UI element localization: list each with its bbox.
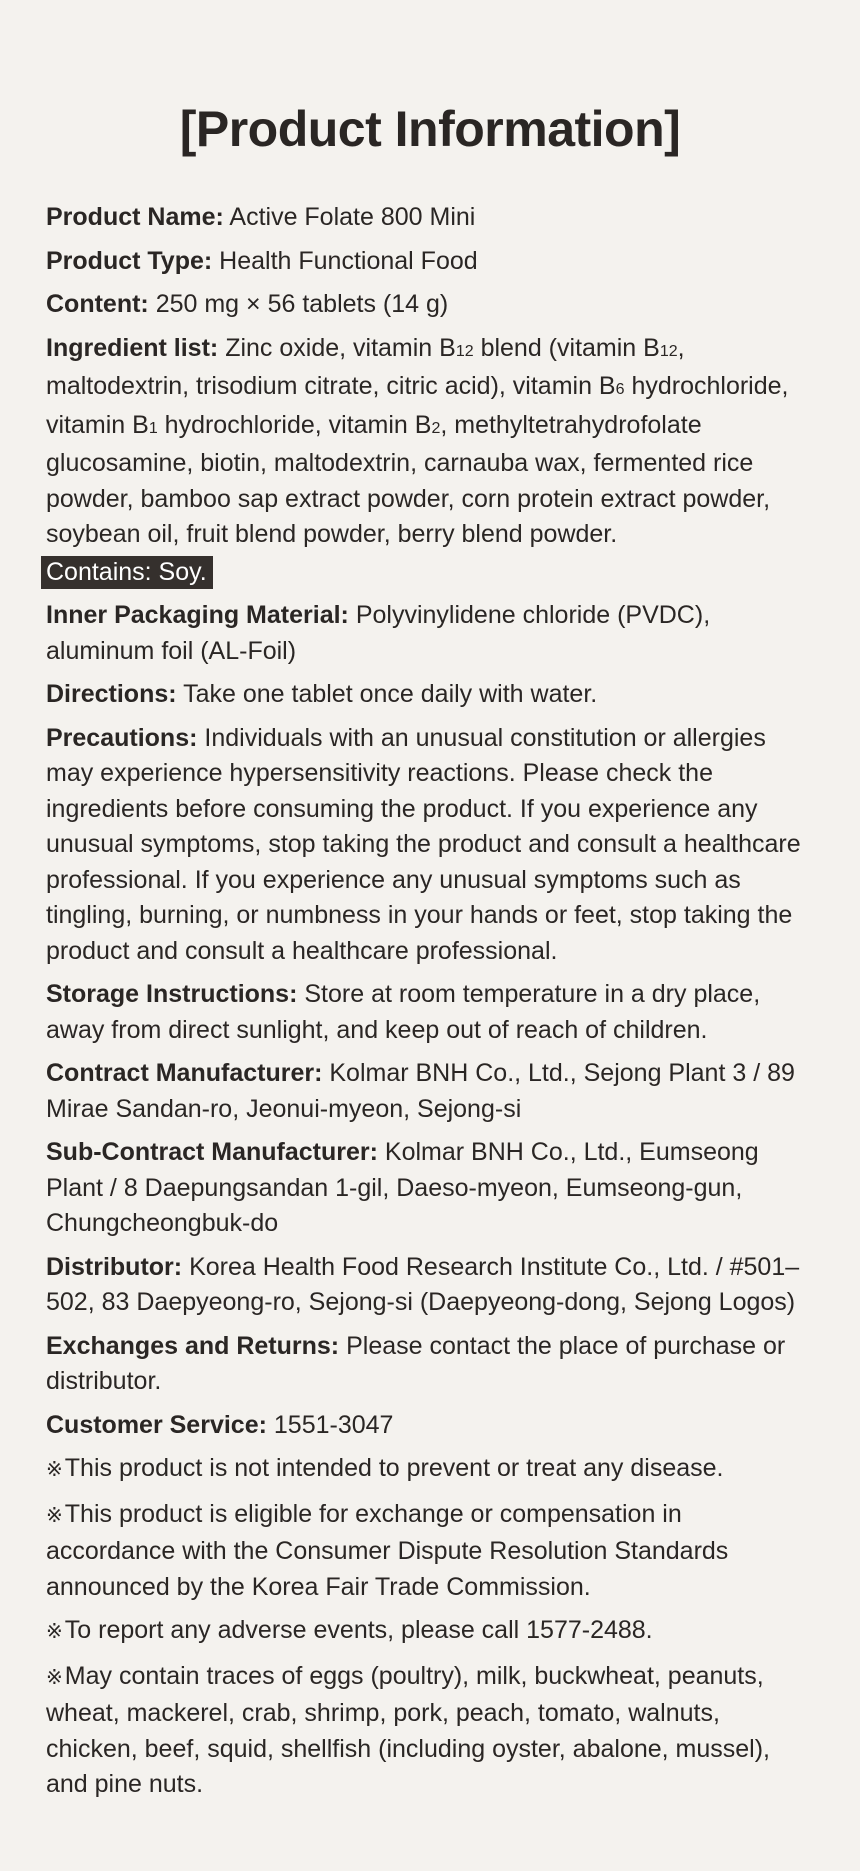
packaging-value: Polyvinylidene chloride (PVDC), aluminum foil (AL-Foil) [46,601,711,665]
ingredient-text: Zinc oxide, vitamin B [225,333,456,362]
content-label: Content: [46,290,149,318]
sub-contract-manufacturer-label: Sub-Contract Manufacturer: [46,1138,378,1166]
page-title: [Product Information] [179,101,681,157]
directions-value: Take one tablet once daily with water. [183,680,598,708]
ingredient-text: hydrochloride, vitamin B [46,372,789,439]
ingredient-text: hydrochloride, vitamin B [157,410,432,439]
allergen-highlight: Contains: Soy. [41,556,213,589]
vitamin-subscript: 1 [148,419,158,437]
reference-mark-icon: ※ [46,1621,63,1643]
product-type-value: Health Functional Food [219,246,478,275]
customer-service-label: Customer Service: [46,1410,267,1439]
directions-row [46,677,814,713]
distributor-label: Distributor: [46,1252,183,1281]
packaging-row [46,598,814,669]
content-value: 250 mg × 56 tablets (14 g) [155,290,449,318]
distributor-row [46,1250,814,1321]
vitamin-subscript: 12 [455,342,474,360]
precautions-value: Individuals with an unusual constitution or allergies may experience hypersensitivity reactions. Please check the ingredients before consuming the product. If you experience any unusual symptoms, stop taking the product and consult a healthcare professional. If you experience any unusual symptoms such as tingling, burning, or numbness in your hands or feet, stop taking the product and consult a healthcare professional. [46,723,801,965]
vitamin-subscript: 12 [659,342,678,360]
sub-contract-manufacturer-value: Kolmar BNH Co., Ltd., Eumseong Plant / 8 Daepungsandan 1-gil, Daeso-myeon, Eumseong-gun, Chungcheongbuk-do [46,1138,759,1237]
reference-mark-icon: ※ [46,1459,63,1481]
note-item [46,1451,814,1489]
ingredient-list-label: Ingredient list: [46,333,219,362]
ingredient-list-row [46,331,814,553]
exchanges-value: Please contact the place of purchase or distributor. [46,1331,786,1395]
product-type-row [46,244,814,280]
vitamin-subscript: 6 [615,381,625,398]
note-text: May contain traces of eggs (poultry), milk, buckwheat, peanuts, wheat, mackerel, crab, shrimp, pork, peach, tomato, walnuts, chicken, beef, squid, shellfish (including oyster, abalone, mussel), and pine nuts. [46,1661,770,1798]
reference-mark-icon: ※ [46,1666,63,1689]
note-text: This product is not intended to prevent or treat any disease. [64,1454,724,1482]
note-item [46,1659,814,1803]
precautions-row [46,721,814,970]
note-text: To report any adverse events, please call 1577-2488. [64,1616,653,1644]
note-item [46,1613,814,1651]
ingredient-text: blend (vitamin B [473,333,660,362]
customer-service-row [46,1408,814,1444]
exchanges-row [46,1329,814,1400]
packaging-label: Inner Packaging Material: [46,601,349,629]
ingredient-text: , methyltetrahydrofolate glucosamine, biotin, maltodextrin, carnauba wax, fermented rice powder, bamboo sap extract powder, corn protein extract powder, soybean oil, fruit blend powder, berry blend powder. [46,410,771,548]
contract-manufacturer-value: Kolmar BNH Co., Ltd., Sejong Plant 3 / 89 Mirae Sandan-ro, Jeonui-myeon, Sejong-si [46,1059,795,1123]
vitamin-subscript: 2 [431,419,441,437]
allergen-row [46,555,814,591]
reference-mark-icon: ※ [46,1504,63,1527]
product-name-label: Product Name: [46,203,224,231]
storage-row [46,977,814,1048]
product-type-label: Product Type: [46,246,213,275]
precautions-label: Precautions: [46,723,198,752]
ingredient-text: , maltodextrin, trisodium citrate, citric acid), vitamin B [46,333,685,400]
product-name-value: Active Folate 800 Mini [229,203,476,231]
directions-label: Directions: [46,680,177,708]
exchanges-label: Exchanges and Returns: [46,1331,340,1360]
sub-contract-manufacturer-row [46,1135,814,1242]
contract-manufacturer-row [46,1056,814,1127]
distributor-value: Korea Health Food Research Institute Co., Ltd. / #501–502, 83 Daepyeong-ro, Sejong-si (Daepyeong-dong, Sejong Logos) [46,1252,800,1316]
note-text: This product is eligible for exchange or compensation in accordance with the Consumer Dispute Resolution Standards announced by the Korea Fair Trade Commission. [46,1499,729,1601]
storage-label: Storage Instructions: [46,980,298,1008]
storage-value: Store at room temperature in a dry place, away from direct sunlight, and keep out of reach of children. [46,980,761,1044]
contract-manufacturer-label: Contract Manufacturer: [46,1059,323,1087]
product-name-row [46,200,814,236]
note-item [46,1497,814,1606]
customer-service-value: 1551-3047 [273,1410,394,1439]
content-row [46,287,814,323]
